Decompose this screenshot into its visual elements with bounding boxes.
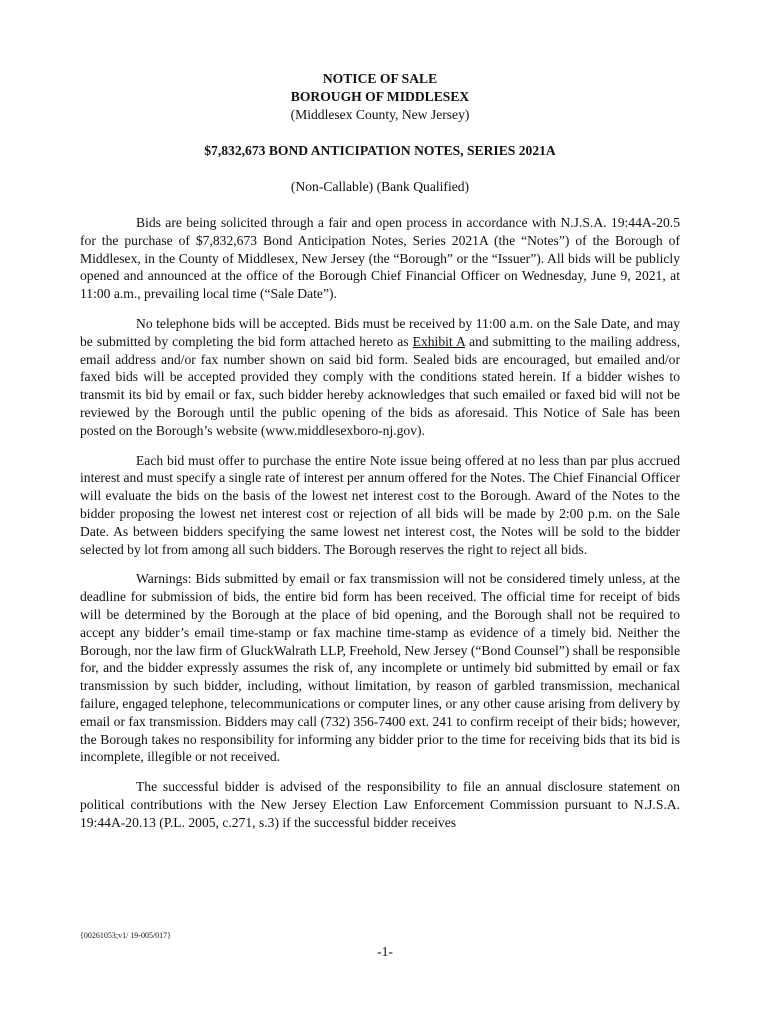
page-number: -1- <box>377 944 393 959</box>
issue-qualifiers: (Non-Callable) (Bank Qualified) <box>290 179 470 194</box>
issuer-name: BOROUGH OF MIDDLESEX <box>290 89 470 104</box>
issuer-county: (Middlesex County, New Jersey) <box>290 107 470 122</box>
paragraph-submission <box>80 315 680 440</box>
issue-title: $7,832,673 BOND ANTICIPATION NOTES, SERIES 2021A <box>204 143 556 158</box>
notice-heading: NOTICE OF SALE <box>322 71 438 86</box>
paragraph-submission-text-end: and submitting to the mailing address, email address and/or fax number shown on said bid form. Sealed bids are encouraged, but emailed and/or faxed bids will be accepted provided they comply with the conditions stated herein. If a bidder wishes to transmit its bid by email or fax, such bidder hereby acknowledges that such emailed or faxed bid will not be reviewed by the Borough until the public opening of the bids as aforesaid. This Notice of Sale has been posted on the Borough’s website (www.middlesexboro-nj.gov). <box>80 333 680 438</box>
paragraph-bid-terms: Each bid must offer to purchase the entire Note issue being offered at no less than par plus accrued interest and must specify a single rate of interest per annum offered for the Notes. The Chief Financial Officer will evaluate the bids on the basis of the lowest net interest cost to the Borough. Award of the Notes to the bidder proposing the lowest net interest cost or rejection of all bids will be made by 2:00 p.m. on the Sale Date. As between bidders specifying the same lowest net interest cost, the Notes will be sold to the bidder selected by lot from among all such bidders. The Borough reserves the right to reject all bids. <box>80 452 680 557</box>
paragraph-bid-solicitation: Bids are being solicited through a fair and open process in accordance with N.J.S.A. 19:44A-20.5 for the purchase of $7,832,673 Bond Anticipation Notes, Series 2021A (the “Notes”) of the Borough of Middlesex, in the County of Middlesex, New Jersey (the “Borough” or the “Issuer”). All bids will be publicly opened and announced at the office of the Borough Chief Financial Officer on Wednesday, June 9, 2021, at 11:00 a.m., prevailing local time (“Sale Date”). <box>80 215 680 302</box>
document-id: {00261053;v1/ 19-005/017} <box>80 931 172 940</box>
paragraph-warnings: Warnings: Bids submitted by email or fax transmission will not be considered timely unless, at the deadline for submission of bids, the entire bid form has been received. The official time for receipt of bids will be determined by the Borough at the place of bid opening, and the Borough shall not be required to accept any bidder’s email time-stamp or fax machine time-stamp as evidence of a timely bid. Neither the Borough, nor the law firm of GluckWalrath LLP, Freehold, New Jersey (“Bond Counsel”) shall be responsible for, and the bidder expressly assumes the risk of, any incomplete or untimely bid submitted by email or fax transmission by such bidder, including, without limitation, by reason of garbled transmission, mechanical failure, engaged telephone, telecommunications or computer lines, or any other cause arising from delivery by email or fax transmission. Bidders may call (732) 356-7400 ext. 241 to confirm receipt of their bids; however, the Borough takes no responsibility for informing any bidder prior to the time for receiving bids that its bid is incomplete, illegible or not received. <box>80 571 680 765</box>
exhibit-a-reference: Exhibit A <box>412 333 466 349</box>
paragraph-submission-text-start: No telephone bids will be accepted. Bids must be received by 11:00 a.m. on the Sale Date, and may be submitted by completing the bid form attached hereto as <box>80 315 680 349</box>
paragraph-disclosure: The successful bidder is advised of the responsibility to file an annual disclosure statement on political contributions with the New Jersey Election Law Enforcement Commission pursuant to N.J.S.A. 19:44A-20.13 (P.L. 2005, c.271, s.3) if the successful bidder receives <box>80 779 680 830</box>
